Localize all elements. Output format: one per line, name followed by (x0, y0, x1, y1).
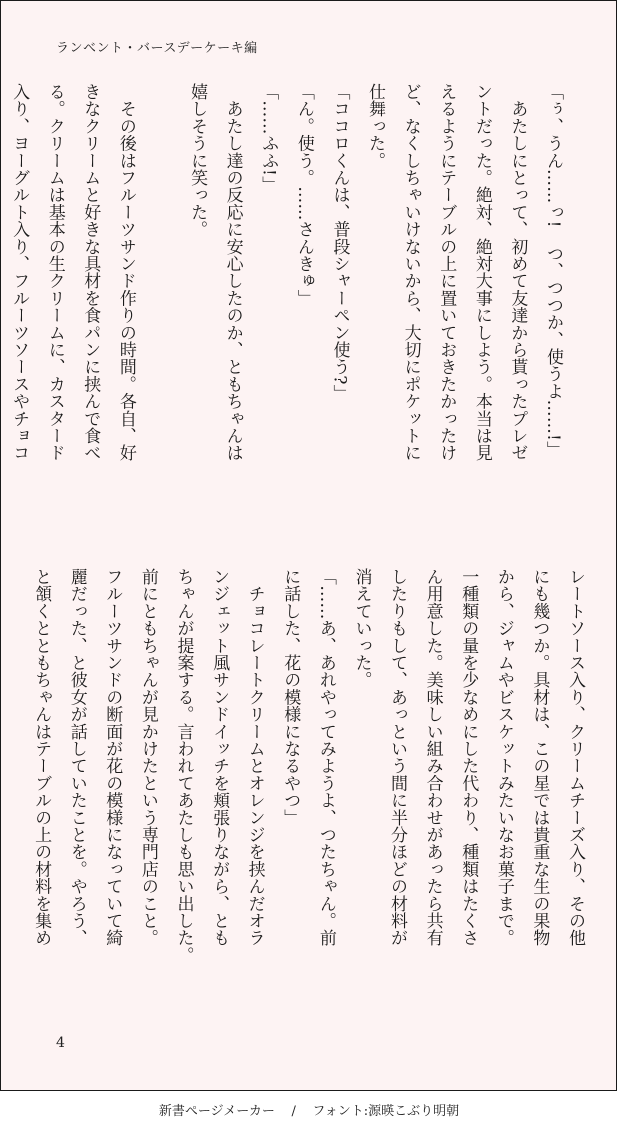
text-line: から、ジャムやビスケットみたいなお菓子まで。 (493, 568, 514, 947)
text-line: レートソース入り、クリームチーズ入り、その他 (565, 568, 585, 947)
text-line: 仕舞った。 (365, 83, 386, 169)
chapter-title: ランベント・バースデーケーキ編 (56, 41, 258, 56)
text-line: る。クリームは基本の生クリームに、カスタード (44, 83, 65, 462)
text-line: に話した、花の模様になるやつ」 (280, 568, 301, 826)
blank-line (143, 83, 179, 523)
text-line: 「ぅ、うん……っ! つ、つつか、使うよ……!」 (543, 83, 563, 459)
footer-font-label: フォント:源暎こぶり明朝 (312, 1104, 460, 1119)
text-line: 「ん。使う。……さんきゅ」 (293, 83, 314, 307)
text-line: あたしにとって、初めて友達から貰ったプレゼ (507, 83, 528, 462)
text-line: にも幾つか。具材は、この星では貴重な生の果物 (529, 568, 550, 947)
text-line: ンジェット風サンドイッチを頬張りながら、とも (209, 568, 230, 947)
text-line: と頷くとともちゃんはテーブルの上の材料を集め (31, 568, 52, 947)
footer-credit (0, 1100, 618, 1119)
text-block-bottom (23, 568, 593, 1008)
text-line: チョコレートクリームとオレンジを挟んだオラ (244, 568, 265, 947)
footer-separator: / (291, 1104, 296, 1119)
text-line: あたし達の反応に安心したのか、ともちゃんは (222, 83, 243, 462)
text-line: 麗だった、と彼女が話していたことを。やろう、 (66, 568, 87, 947)
text-line: 「ココロくんは、普段シャーペン使う?」 (329, 83, 350, 402)
page-number: 4 (56, 1035, 65, 1051)
text-line: 嬉しそうに笑った。 (187, 83, 208, 238)
footer-app-name: 新書ページメーカー (158, 1104, 275, 1119)
text-line: 一種類の量を少なめにした代わり、種類はたくさ (458, 568, 479, 947)
text-line: えるようにテーブルの上に置いておきたかったけ (436, 83, 457, 462)
text-line: ントだった。絶対、絶対大事にしよう。本当は見 (471, 83, 492, 462)
text-line: ど、なくしちゃいけないから、大切にポケットに (400, 83, 421, 462)
text-line: 「……ふふ!」 (258, 83, 279, 194)
text-line: 入り、ヨーグルト入り、フルーツソースやチョコ (9, 83, 30, 462)
text-line: 消えていった。 (351, 568, 372, 689)
text-line: ん用意した。美味しい組み合わせがあったら共有 (422, 568, 443, 947)
text-line: ちゃんが提案する。言われてあたしも思い出した。 (173, 568, 194, 964)
text-line: きなクリームと好きな具材を食パンに挟んで食べ (80, 83, 101, 462)
text-line: 前にともちゃんが見かけたという専門店のこと。 (137, 568, 158, 947)
text-block-top (1, 83, 571, 523)
text-line: その後はフルーツサンド作りの時間。各自、好 (115, 83, 136, 462)
text-line: 「……あ、あれやってみようよ、つたちゃん。前 (315, 568, 336, 947)
text-line: フルーツサンドの断面が花の模様になっていて綺 (102, 568, 123, 947)
text-line: したりもして、あっという間に半分ほどの材料が (387, 568, 408, 947)
